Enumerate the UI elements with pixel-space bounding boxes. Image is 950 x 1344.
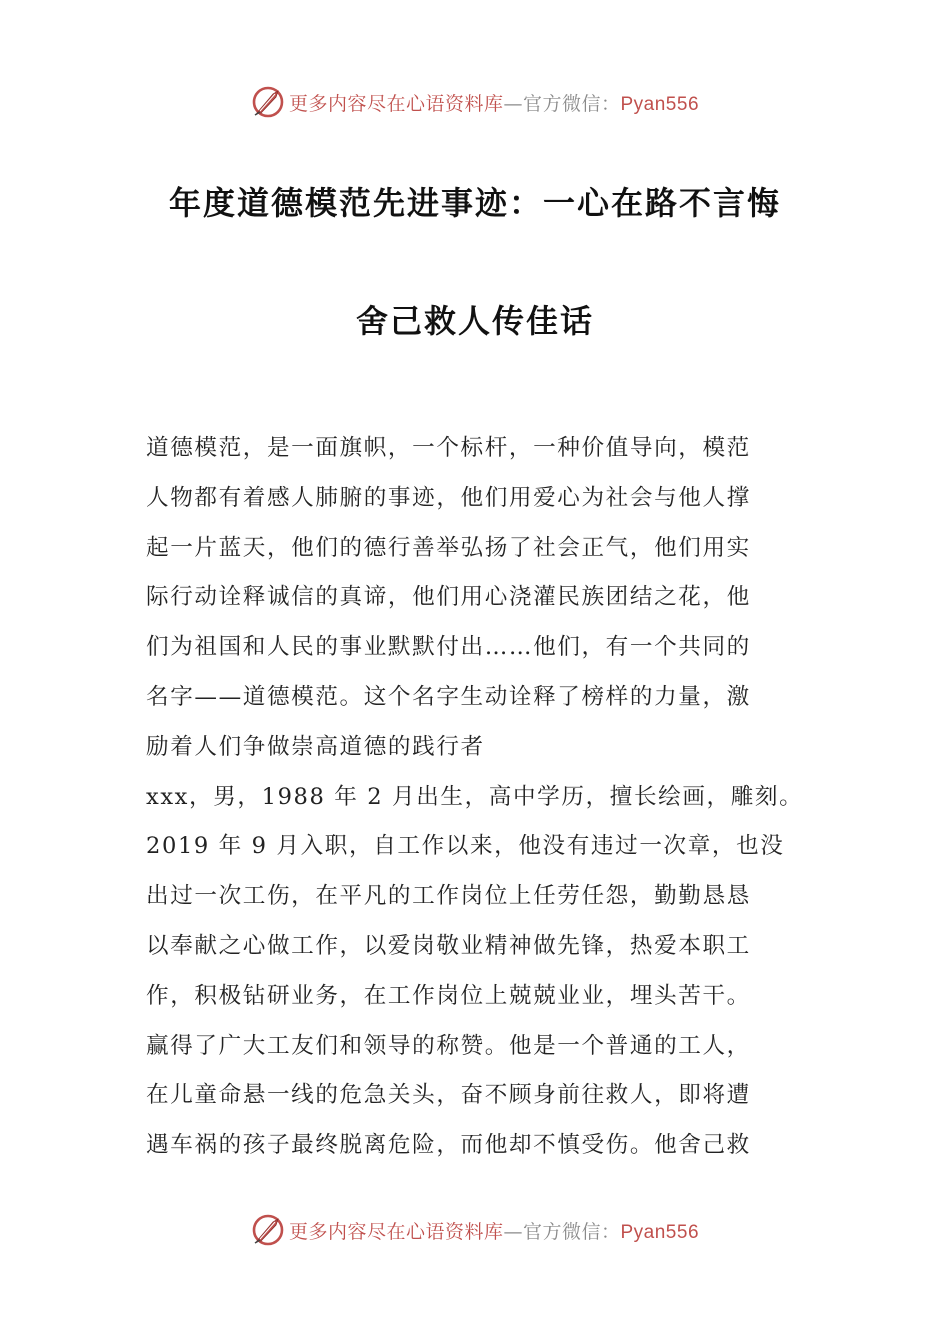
body-line: 在儿童命悬一线的危急关头，奋不顾身前往救人，即将遭: [146, 1082, 751, 1109]
body-line: xxx，男，1988 年 2 月出生，高中学历，擅长绘画，雕刻。: [146, 783, 804, 810]
quill-logo-icon: [251, 85, 285, 119]
watermark-main: 更多内容尽在心语资料库: [288, 1220, 504, 1243]
document-title-line-1: 年度道德模范先进事迹：一心在路不言悔: [168, 184, 781, 222]
body-line: 2019 年 9 月入职，自工作以来，他没有违过一次章，也没: [146, 833, 785, 860]
watermark-sub: —官方微信：: [503, 1220, 621, 1243]
watermark-sub: —官方微信：: [503, 92, 621, 115]
body-line: 作，积极钻研业务，在工作岗位上兢兢业业，埋头苦干。: [146, 982, 751, 1009]
body-line: 遇车祸的孩子最终脱离危险，而他却不慎受伤。他舍己救: [146, 1132, 751, 1159]
body-line: 际行动诠释诚信的真谛，他们用心浇灌民族团结之花，他: [146, 584, 751, 611]
body-line: 以奉献之心做工作，以爱岗敬业精神做先锋，热爱本职工: [146, 932, 751, 959]
watermark-account-id: Pyan556: [620, 93, 700, 115]
body-line: 出过一次工伤，在平凡的工作岗位上任劳任怨，勤勤恳恳: [146, 883, 751, 910]
header-watermark-banner: [0, 82, 950, 122]
body-line: 名字——道德模范。这个名字生动诠释了榜样的力量，激: [146, 683, 751, 710]
document-body: [146, 424, 806, 1171]
body-line: 人物都有着感人肺腑的事迹，他们用爱心为社会与他人撑: [146, 484, 751, 511]
watermark-account-id: Pyan556: [620, 1221, 700, 1243]
document-title-line-2: 舍己救人传佳话: [355, 302, 594, 340]
body-line: 道德模范，是一面旗帜，一个标杆，一种价值导向，模范: [146, 435, 751, 461]
body-line: 起一片蓝天，他们的德行善举弘扬了社会正气，他们用实: [146, 534, 751, 561]
watermark-text: [289, 1217, 699, 1244]
body-line: 赢得了广大工友们和领导的称赞。他是一个普通的工人，: [146, 1032, 751, 1059]
body-line: 励着人们争做崇高道德的践行者: [146, 733, 485, 760]
quill-logo-icon: [251, 1213, 285, 1247]
footer-watermark-banner: [0, 1210, 950, 1250]
body-line: 们为祖国和人民的事业默默付出……他们，有一个共同的: [146, 634, 751, 661]
watermark-text: [289, 89, 699, 116]
watermark-main: 更多内容尽在心语资料库: [288, 92, 504, 115]
